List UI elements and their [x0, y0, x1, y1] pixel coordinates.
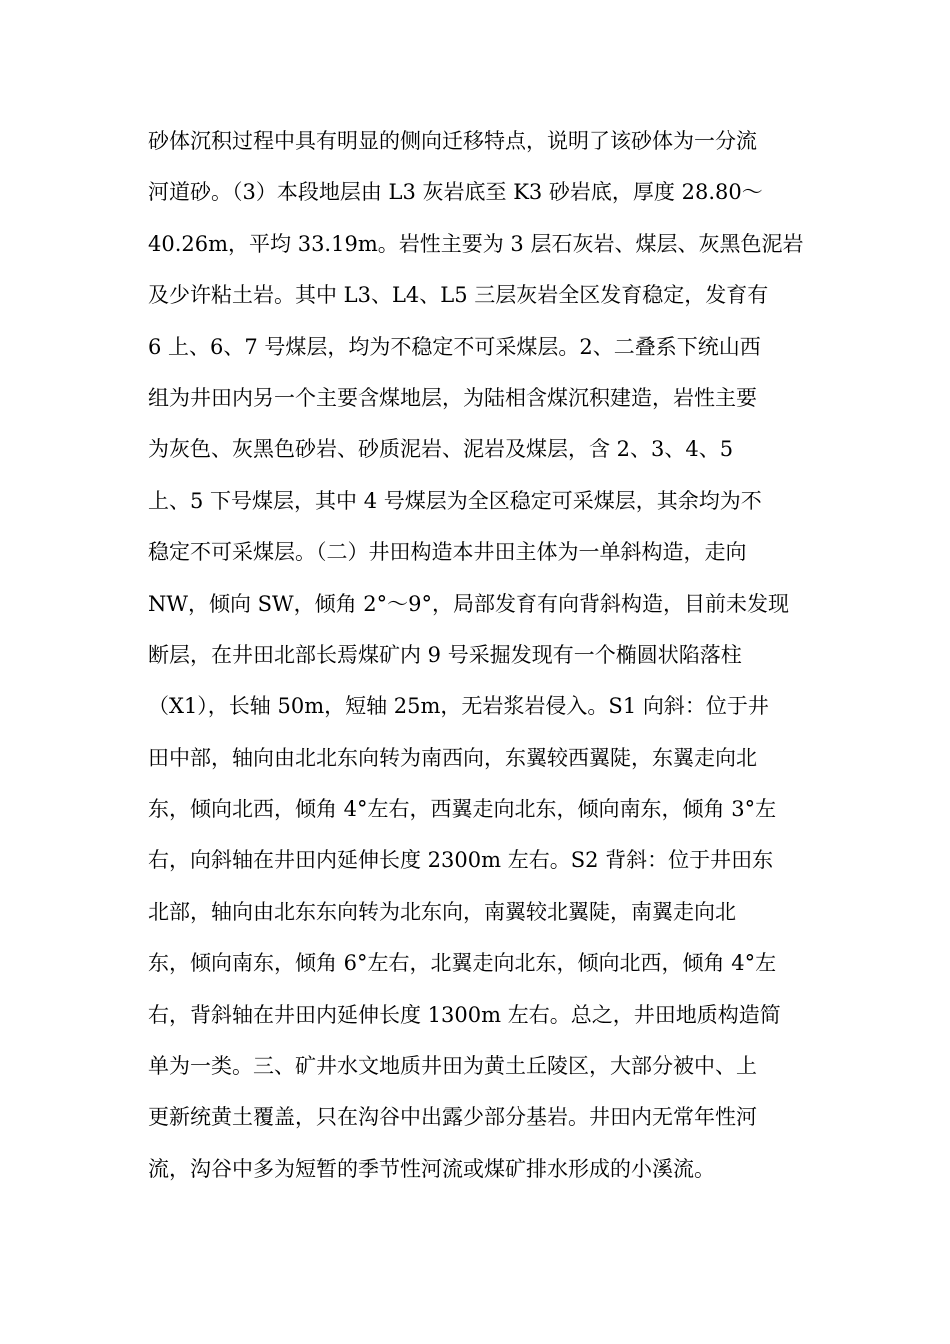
- text-line: 砂体沉积过程中具有明显的侧向迁移特点，说明了该砂体为一分流: [148, 129, 757, 153]
- text-line: 及少许粘土岩。其中 L3、L4、L5 三层灰岩全区发育稳定，发育有: [148, 283, 769, 308]
- text-line: NW，倾向 SW，倾角 2°～9°，局部发育有向背斜构造，目前未发现: [148, 591, 790, 616]
- text-line: （X1），长轴 50m，短轴 25m，无岩浆岩侵入。S1 向斜：位于井: [148, 694, 769, 719]
- text-line: 右，向斜轴在井田内延伸长度 2300m 左右。S2 背斜：位于井田东: [148, 848, 774, 873]
- text-line: 北部，轴向由北东东向转为北东向，南翼较北翼陡，南翼走向北: [148, 899, 736, 924]
- text-line: 单为一类。三、矿井水文地质井田为黄土丘陵区，大部分被中、上: [148, 1054, 757, 1079]
- body-paragraph: [148, 116, 828, 1195]
- text-line: 稳定不可采煤层。（二）井田构造本井田主体为一单斜构造，走向: [148, 540, 747, 565]
- text-line: 上、5 下号煤层，其中 4 号煤层为全区稳定可采煤层，其余均为不: [148, 488, 762, 513]
- text-line: 右，背斜轴在井田内延伸长度 1300m 左右。总之，井田地质构造简: [148, 1002, 781, 1027]
- text-line: 东，倾向北西，倾角 4°左右，西翼走向北东，倾向南东，倾角 3°左: [148, 797, 777, 822]
- text-line: 40.26m，平均 33.19m。岩性主要为 3 层石灰岩、煤层、灰黑色泥岩: [148, 231, 804, 256]
- text-line: 断层，在井田北部长焉煤矿内 9 号采掘发现有一个椭圆状陷落柱: [148, 642, 742, 667]
- text-line: 组为井田内另一个主要含煤地层，为陆相含煤沉积建造，岩性主要: [148, 385, 757, 410]
- text-line: 为灰色、灰黑色砂岩、砂质泥岩、泥岩及煤层，含 2、3、4、5: [148, 437, 734, 462]
- text-line: 流，沟谷中多为短暂的季节性河流或煤矿排水形成的小溪流。: [148, 1156, 715, 1181]
- text-line: 6 上、6、7 号煤层，均为不稳定不可采煤层。2、二叠系下统山西: [148, 334, 761, 359]
- text-line: 河道砂。（3）本段地层由 L3 灰岩底至 K3 砂岩底，厚度 28.80～: [148, 180, 763, 205]
- text-line: 东，倾向南东，倾角 6°左右，北翼走向北东，倾向北西，倾角 4°左: [148, 951, 777, 976]
- text-line: 田中部，轴向由北北东向转为南西向，东翼较西翼陡，东翼走向北: [148, 745, 757, 770]
- text-line: 更新统黄土覆盖，只在沟谷中出露少部分基岩。井田内无常年性河: [148, 1105, 757, 1130]
